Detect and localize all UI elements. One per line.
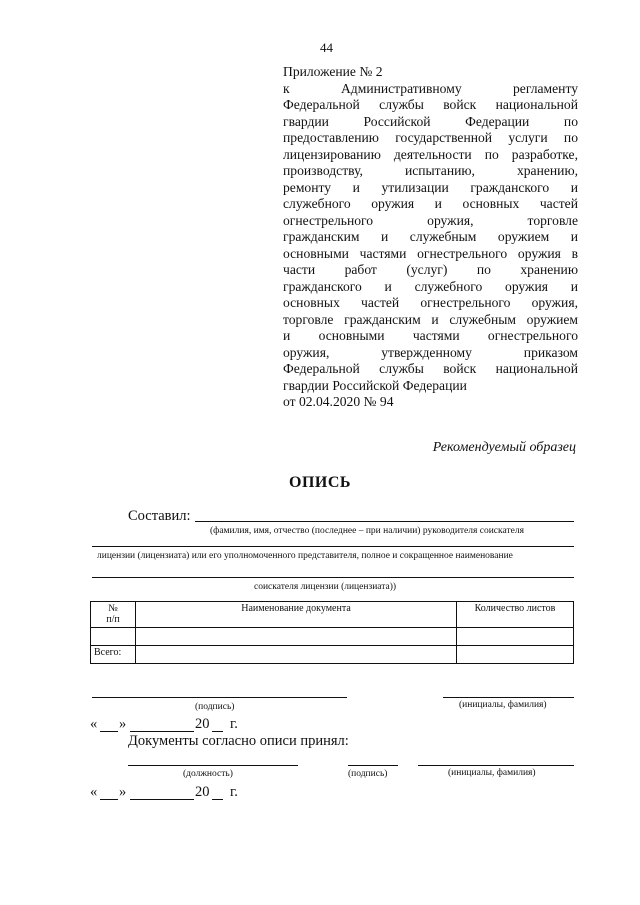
composer-line-3 xyxy=(92,577,574,578)
table-total-row xyxy=(91,646,574,664)
table-cell xyxy=(457,646,574,664)
initials-caption-2: (инициалы, фамилия) xyxy=(448,768,536,778)
date2-year-suffix: г. xyxy=(230,784,238,800)
signature-caption-2: (подпись) xyxy=(348,769,388,779)
appendix-header xyxy=(283,64,578,411)
initials-line-2 xyxy=(418,765,574,766)
date-year-line xyxy=(212,731,223,732)
appendix-line: и основными частями огнестрельного xyxy=(283,328,578,343)
date2-close-quote: » xyxy=(119,784,127,800)
date2-day-line xyxy=(100,799,118,800)
composer-caption-1: (фамилия, имя, отчество (последнее – при наличии) руководителя соискателя xyxy=(210,526,524,536)
appendix-line: основными частями огнестрельного оружия в xyxy=(283,245,578,261)
appendix-line: Федеральной службы войск национальной xyxy=(283,361,578,376)
appendix-line: Приложение № 2 xyxy=(283,64,383,79)
page-number: 44 xyxy=(320,40,333,55)
composer-line-2 xyxy=(92,546,574,547)
appendix-line: лицензированию деятельности по разработке, xyxy=(283,146,578,162)
composer-caption-2: лицензии (лицензиата) или его уполномоченного представителя, полное и сокращенное наименование xyxy=(97,551,513,561)
total-label: Всего: xyxy=(91,646,136,664)
appendix-line: производству, испытанию, хранению, xyxy=(283,163,578,178)
table-header-row xyxy=(91,602,574,628)
date2-year-prefix: 20 xyxy=(195,784,210,800)
appendix-line: гражданским и служебным оружием и xyxy=(283,229,578,244)
composer-line xyxy=(195,521,574,522)
date-day-line xyxy=(100,731,118,732)
initials-line xyxy=(443,697,574,698)
sample-label: Рекомендуемый образец xyxy=(432,440,576,455)
composer-caption-3: соискателя лицензии (лицензиата)) xyxy=(254,582,397,592)
appendix-line: основных частей огнестрельного оружия, xyxy=(283,295,578,310)
inventory-table xyxy=(90,601,574,664)
table-cell xyxy=(136,646,457,664)
date-open-quote: « xyxy=(90,716,98,732)
appendix-line: гвардии Российской Федерации по xyxy=(283,113,578,129)
signature-line xyxy=(92,697,347,698)
table-cell xyxy=(457,628,574,646)
date-month-line xyxy=(130,731,194,732)
table-cell xyxy=(91,628,136,646)
appendix-line: гвардии Российской Федерации xyxy=(283,377,467,393)
header-document-name: Наименование документа xyxy=(136,602,457,628)
position-caption: (должность) xyxy=(183,769,233,779)
position-line xyxy=(128,765,298,766)
appendix-line: части работ (услуг) по хранению xyxy=(283,262,578,277)
date2-month-line xyxy=(130,799,194,800)
date2-open-quote: « xyxy=(90,784,98,800)
initials-caption: (инициалы, фамилия) xyxy=(459,700,547,710)
table-row xyxy=(91,628,574,646)
composed-label: Составил: xyxy=(128,508,191,524)
appendix-line: торговле гражданским и служебным оружием xyxy=(283,311,578,327)
header-sheet-count: Количество листов xyxy=(457,602,574,628)
appendix-line: гражданского и служебного оружия и xyxy=(283,278,578,294)
date-year-suffix: г. xyxy=(230,716,238,732)
header-number-line1: № xyxy=(108,603,118,614)
signature-caption: (подпись) xyxy=(195,702,235,712)
appendix-line: Федеральной службы войск национальной xyxy=(283,97,578,112)
appendix-line: огнестрельного оружия, торговле xyxy=(283,212,578,228)
signature-line-2 xyxy=(348,765,398,766)
table-cell xyxy=(136,628,457,646)
appendix-line: предоставлению государственной услуги по xyxy=(283,130,578,145)
header-number xyxy=(91,602,136,628)
accepted-label: Документы согласно описи принял: xyxy=(128,733,349,749)
date-close-quote: » xyxy=(119,716,127,732)
date-year-prefix: 20 xyxy=(195,716,210,732)
appendix-line: от 02.04.2020 № 94 xyxy=(283,394,394,409)
header-number-line2: п/п xyxy=(106,614,120,625)
appendix-line: к Административному регламенту xyxy=(283,80,578,96)
document-title: ОПИСЬ xyxy=(289,474,351,491)
appendix-line: оружия, утвержденному приказом xyxy=(283,344,578,360)
appendix-line: служебного оружия и основных частей xyxy=(283,196,578,211)
date2-year-line xyxy=(212,799,223,800)
appendix-line: ремонту и утилизации гражданского и xyxy=(283,179,578,195)
